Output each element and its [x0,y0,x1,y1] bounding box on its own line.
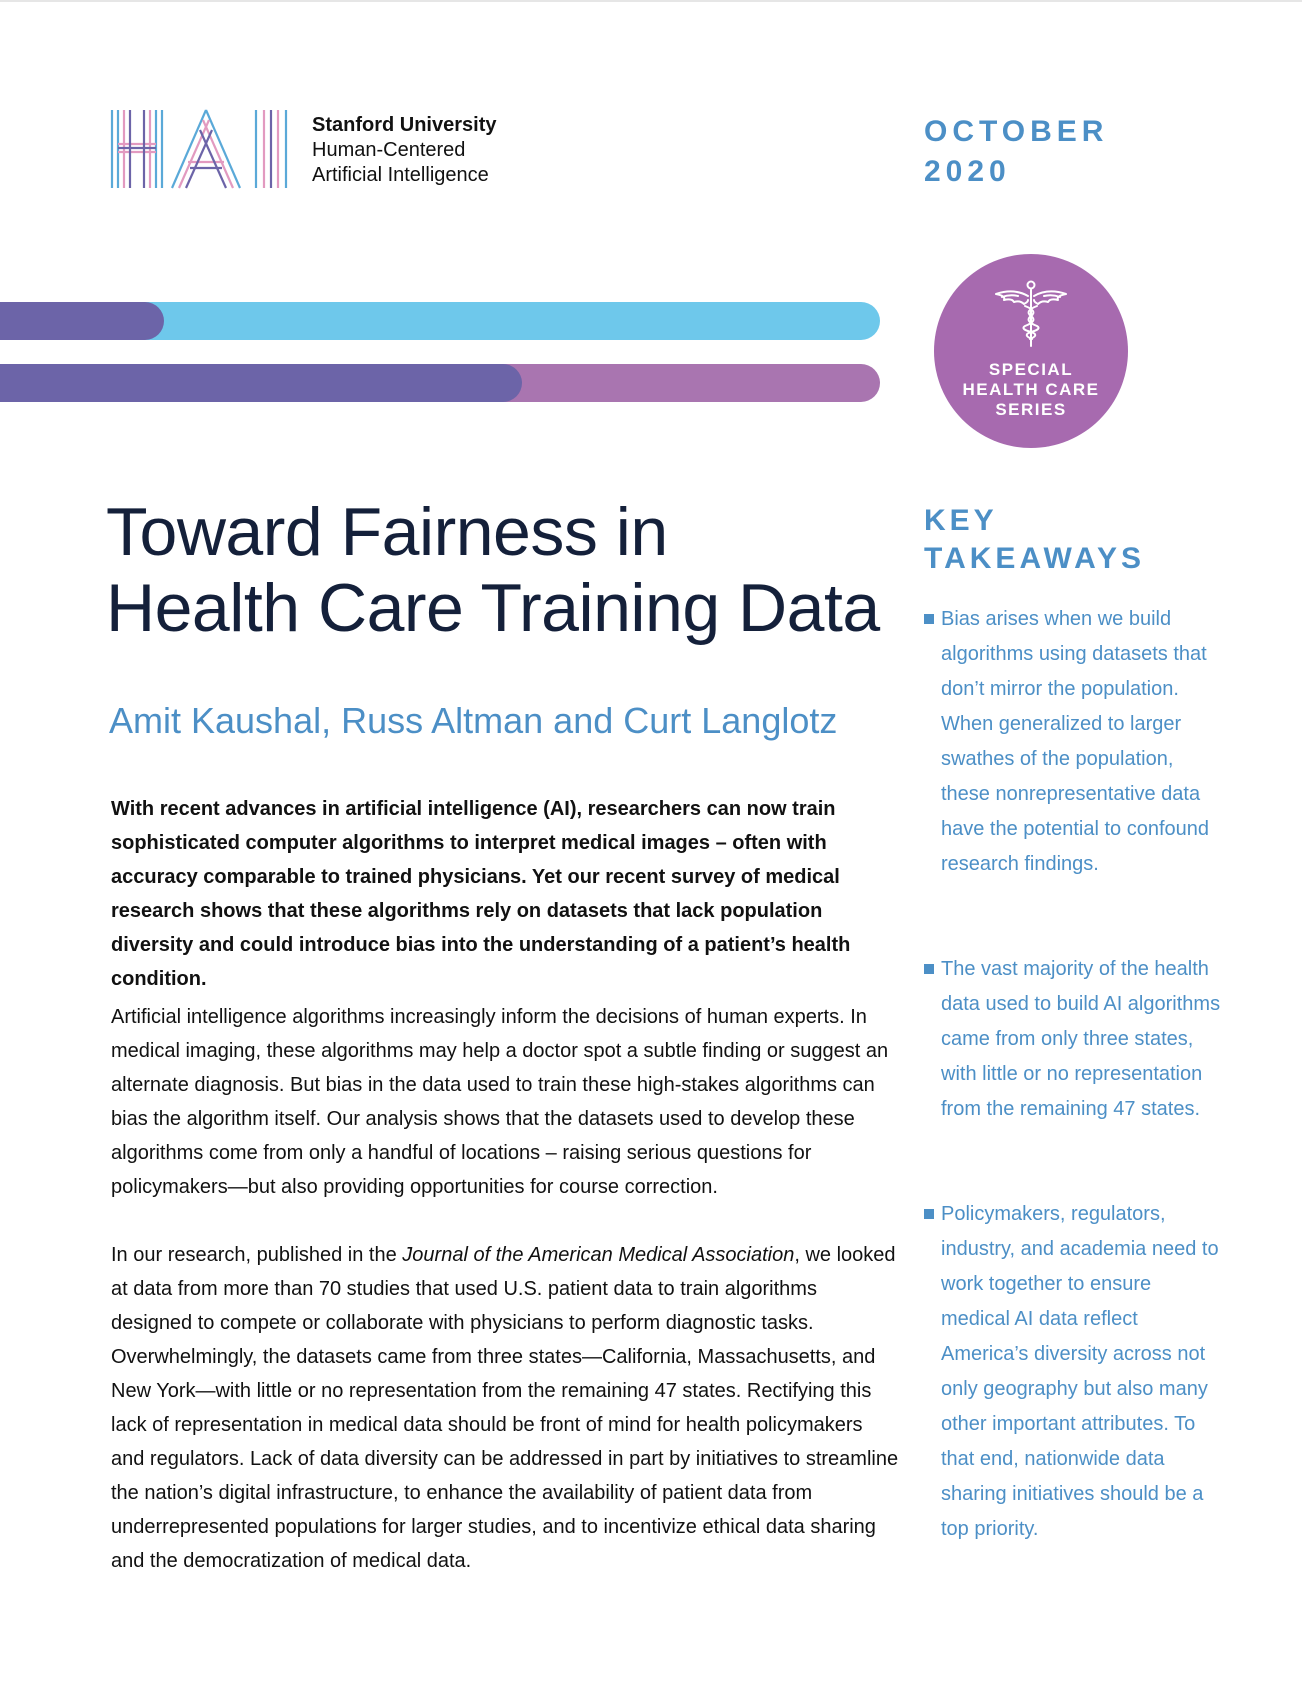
title-line1: Toward Fairness in [106,494,668,570]
key-takeaways-heading [924,502,1145,578]
decorative-bar-top [0,302,880,340]
decorative-bar-bottom [0,364,880,402]
journal-name: Journal of the American Medical Association [402,1244,795,1266]
series-badge [934,254,1128,448]
date-month: OCTOBER [924,115,1109,148]
hai-logo [110,108,290,190]
badge-line1: SPECIAL [988,360,1074,379]
bullet-square-icon [924,1209,934,1219]
takeaway-text: Bias arises when we build algorithms using datasets that don’t mirror the population. When generalized to larger swathes of the population, these nonrepresentative data have the potential to confound research findings. [941,608,1209,875]
badge-line3: SERIES [995,400,1067,419]
date-year: 2020 [924,155,1011,188]
authors: Amit Kaushal, Russ Altman and Curt Langlotz [109,700,838,741]
takeaway-text: Policymakers, regulators, industry, and academia need to work together to ensure medical AI data reflect America’s diversity across not only geography but also many other important attributes. To that end, nationwide data sharing initiatives should be a top priority. [941,1203,1219,1540]
org-name-line3: Artificial Intelligence [312,164,489,186]
caduceus-icon [992,280,1070,348]
top-border [0,0,1302,2]
key-takeaways-heading-line1: KEY [924,504,998,537]
bullet-square-icon [924,964,934,974]
series-badge-label [934,360,1128,420]
publication-date [924,112,1108,192]
org-name [312,113,496,188]
lead-paragraph: With recent advances in artificial intelligence (AI), researchers can now train sophisticated computer algorithms to interpret medical images – often with accuracy comparable to trained physicians. Yet our recent survey of medical research shows that these algorithms rely on datasets that lack population diversity and could introduce bias into the understanding of a patient’s health condition. [111,798,851,990]
body-paragraph-1: Artificial intelligence algorithms increasingly inform the decisions of human experts. In medical imaging, these algorithms may help a doctor spot a subtle finding or suggest an alternate diagnosis. But bias in the data used to train these high-stakes algorithms can bias the algorithm itself. Our analysis shows that the datasets used to develop these algorithms come from only a handful of locations – raising serious questions for policymakers—but also providing opportunities for course correction. [111,1006,889,1198]
p2-text-before: In our research, published in the [111,1244,403,1266]
key-takeaways-heading-line2: TAKEAWAYS [924,542,1146,575]
p2-text-after: , we looked at data from more than 70 studies that used U.S. patient data to train algorithms designed to compete or collaborate with physicians to perform diagnostic tasks. Overwhelmingly, the datasets came from three states—California, Massachusetts, and New York—with little or no representation from the remaining 47 states. Rectifying this lack of representation in medical data should be front of mind for health policymakers and regulators. Lack of data diversity can be addressed in part by initiatives to streamline the nation’s digital infrastructure, to enhance the availability of patient data from underrepresented populations for larger studies, and to incentivize ethical data sharing and the democratization of medical data. [111,1244,899,1572]
title-line2: Health Care Training Data [106,570,880,646]
org-name-line1: Stanford University [312,114,497,136]
body-paragraph-2 [111,1238,901,1578]
decorative-bar-top-segment [0,302,164,340]
decorative-bar-bottom-segment [0,364,522,402]
takeaway-text: The vast majority of the health data used to build AI algorithms came from only three states, with little or no representation from the remaining 47 states. [941,958,1221,1120]
bullet-square-icon [924,614,934,624]
document-title [106,494,926,646]
org-name-line2: Human-Centered [312,139,466,161]
badge-line2: HEALTH CARE [962,380,1100,399]
